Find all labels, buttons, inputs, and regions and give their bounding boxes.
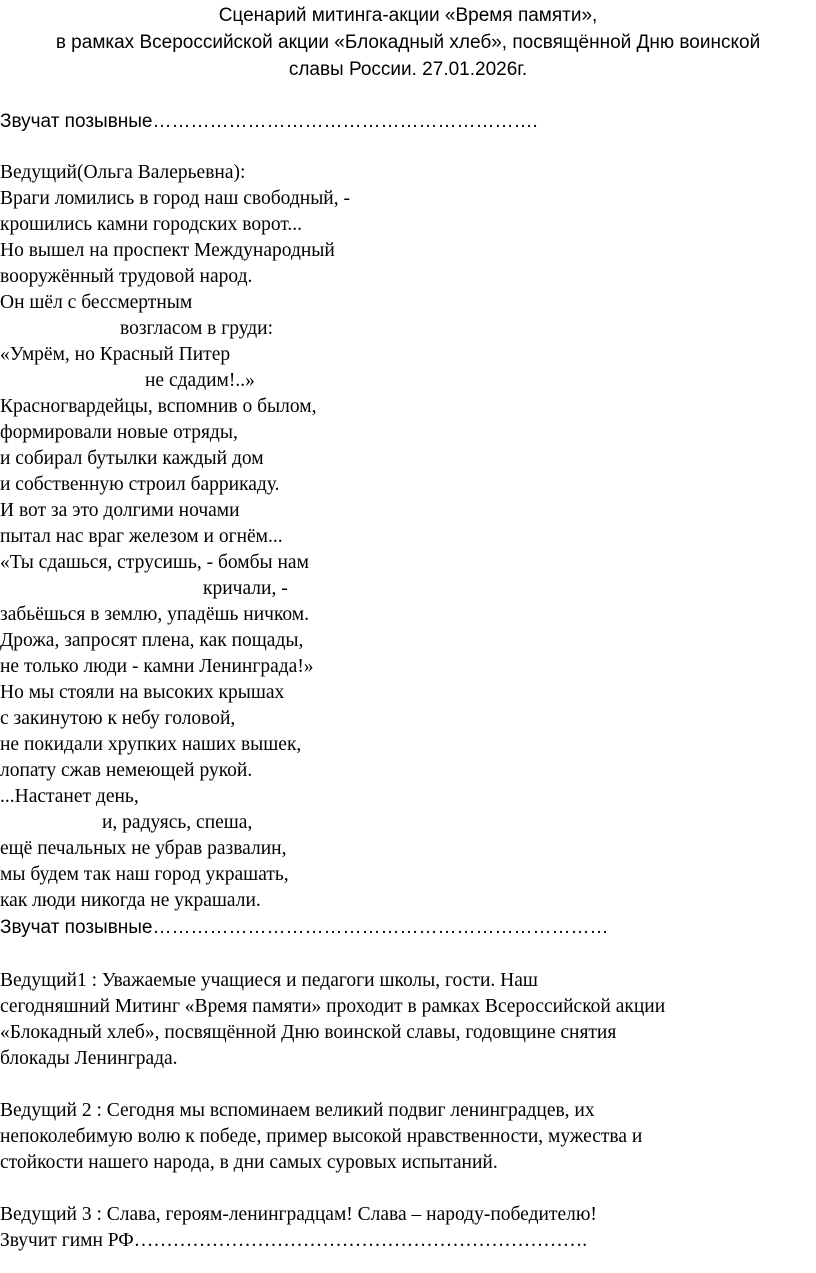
- poem-line: и собирал бутылки каждый дом: [0, 448, 264, 469]
- poem-line: не покидали хрупких наших вышек,: [0, 734, 302, 755]
- poem-line: не сдадим!..»: [145, 370, 255, 391]
- second-signal: Звучат позывные………………………………………………………………: [0, 917, 609, 938]
- poem-line: Красногвардейцы, вспомнив о былом,: [0, 396, 317, 417]
- title-line-2: в рамках Всероссийской акции «Блокадный хлеб», посвящённой Дню воинской: [55, 32, 761, 53]
- poem-line: вооружённый трудовой народ.: [0, 266, 253, 287]
- intro-signal: Звучат позывные…………………………………………………….: [0, 111, 538, 132]
- poem-line: Но мы стояли на высоких крышах: [0, 682, 285, 703]
- poem-line: Враги ломились в город наш свободный, -: [0, 188, 350, 209]
- poem-line: как люди никогда не украшали.: [0, 890, 261, 911]
- poem-line: Он шёл с бессмертным: [0, 292, 193, 313]
- poem-line: и собственную строил баррикаду.: [0, 474, 280, 495]
- host2-line: непоколебимую волю к победе, пример высокой нравственности, мужества и: [0, 1126, 643, 1147]
- title-line-1: Сценарий митинга-акции «Время памяти»,: [218, 5, 598, 26]
- poem-line: лопату сжав немеющей рукой.: [0, 760, 253, 781]
- host1-paragraph: [0, 968, 665, 1072]
- poem-line: И вот за это долгими ночами: [0, 500, 240, 521]
- poem-line: «Ты сдашься, струсишь, - бомбы нам: [0, 552, 309, 573]
- host1-line: Ведущий1 : Уважаемые учащиеся и педагоги школы, гости. Наш: [0, 970, 538, 991]
- poem-line: «Умрём, но Красный Питер: [0, 344, 231, 365]
- anthem-line: Звучит гимн РФ…………………………………………………………….: [0, 1230, 588, 1251]
- poem-line: с закинутою к небу головой,: [0, 708, 236, 729]
- poem-line: Но вышел на проспект Международный: [0, 240, 335, 261]
- host3-line: Ведущий 3 : Слава, героям-ленинградцам! Слава – народу-победителю!: [0, 1204, 597, 1225]
- poem-line: Дрожа, запросят плена, как пощады,: [0, 630, 304, 651]
- host1-line: «Блокадный хлеб», посвящённой Дню воинской славы, годовщине снятия: [0, 1022, 617, 1043]
- poem-line: и, радуясь, спеша,: [102, 812, 253, 833]
- poem-line: забьёшься в землю, упадёшь ничком.: [0, 604, 310, 625]
- host2-paragraph: [0, 1098, 642, 1176]
- host-label: Ведущий(Ольга Валерьевна):: [0, 162, 246, 183]
- poem-line: пытал нас враг железом и огнём...: [0, 526, 283, 547]
- poem-line: мы будем так наш город украшать,: [0, 864, 289, 885]
- poem-line: крошились камни городских ворот...: [0, 214, 302, 235]
- host1-line: сегодняшний Митинг «Время памяти» проходит в рамках Всероссийской акции: [0, 996, 666, 1017]
- poem-line: ...Настанет день,: [0, 786, 139, 807]
- host1-line: блокады Ленинграда.: [0, 1048, 178, 1069]
- poem-line: формировали новые отряды,: [0, 422, 238, 443]
- host2-line: стойкости нашего народа, в дни самых суровых испытаний.: [0, 1152, 498, 1173]
- poem-line: ещё печальных не убрав развалин,: [0, 838, 287, 859]
- poem-line: возгласом в груди:: [120, 318, 274, 339]
- poem-line: не только люди - камни Ленинграда!»: [0, 656, 314, 677]
- poem-line: кричали, -: [203, 578, 288, 599]
- host2-line: Ведущий 2 : Сегодня мы вспоминаем великий подвиг ленинградцев, их: [0, 1100, 595, 1121]
- title-line-3: славы России. 27.01.2026г.: [288, 59, 528, 80]
